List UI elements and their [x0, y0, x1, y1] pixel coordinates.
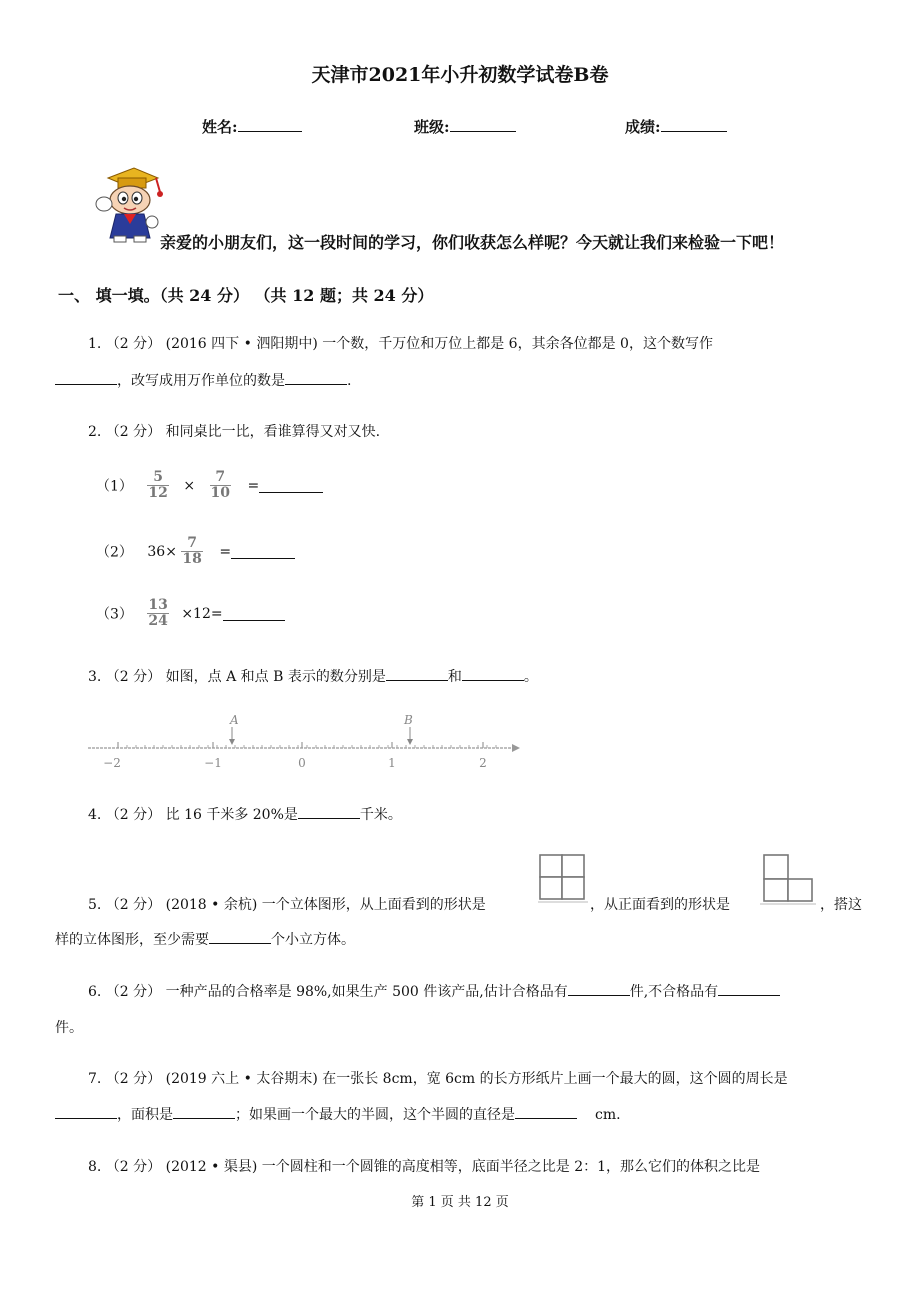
question-7-line2: [55, 1104, 621, 1124]
name-label: 姓名:: [202, 118, 238, 136]
question-2-part-3: [96, 598, 285, 629]
question-3-text: [88, 666, 538, 686]
top-view-cell: [562, 855, 584, 877]
q2p1-blank[interactable]: [259, 478, 323, 493]
front-view-figure: [760, 853, 816, 905]
q7-text-c: ；如果画一个最大的半圆，这个半圆的直径是: [235, 1107, 515, 1123]
q5-text-b: ，从正面看到的形状是: [590, 897, 730, 913]
q2p3-numerator: 13: [148, 597, 168, 613]
q4-text-b: 千米。: [359, 807, 402, 823]
q2p3-suffix: ×12=: [181, 605, 223, 622]
section-heading: 一、 填一填。（共 24 分） （共 12 题；共 24 分）: [58, 286, 434, 305]
q1-blank-2[interactable]: [285, 370, 347, 385]
name-field: [202, 116, 302, 137]
question-2-text: 2. （2 分） 和同桌比一比，看谁算得又对又快.: [88, 424, 381, 440]
q5-text-b-wrap: [590, 894, 730, 914]
score-blank[interactable]: [661, 117, 727, 132]
q5-line2-b: 个小立方体。: [271, 932, 355, 948]
point-a-label: A: [230, 713, 239, 727]
q2p1-a-denominator: 12: [148, 485, 168, 501]
q5-blank[interactable]: [209, 929, 271, 944]
q3-blank-2[interactable]: [462, 666, 524, 681]
question-2-part-1: [96, 470, 323, 501]
score-field: [625, 116, 727, 137]
q6-text-a: 6. （2 分） 一种产品的合格率是 98%,如果生产 500 件该产品,估计合格品有: [88, 984, 568, 1000]
q2p1-b-denominator: 10: [210, 485, 230, 501]
q1-text-c: .: [347, 373, 352, 389]
page-title: 天津市2021年小升初数学试卷B卷: [311, 64, 609, 86]
score-label: 成绩:: [625, 118, 661, 136]
q6-blank-2[interactable]: [718, 981, 780, 996]
q2p2-numerator: 7: [187, 535, 197, 551]
q2p2-blank[interactable]: [231, 544, 295, 559]
q2p2-equals: =: [219, 543, 232, 560]
greeting-text: 亲爱的小朋友们，这一段时间的学习，你们收获怎么样呢？今天就让我们来检验一下吧！: [160, 233, 785, 252]
q2p1-label: （1）: [96, 478, 133, 495]
question-7-line1: 7. （2 分） (2019 六上 • 太谷期末) 在一张长 8cm，宽 6cm 的长方形纸片上画一个最大的圆，这个圆的周长是: [88, 1071, 788, 1087]
question-2-part-2: [96, 536, 295, 567]
q2p1-fraction-b: [210, 470, 231, 501]
q5-text-a: 5. （2 分） (2018 • 余杭) 一个立体图形，从上面看到的形状是: [88, 897, 486, 913]
q2p1-equals: =: [247, 477, 260, 494]
top-view-cell: [540, 877, 562, 899]
class-blank[interactable]: [450, 117, 516, 132]
q7-text-d: cm.: [595, 1107, 621, 1123]
q3-text-a: 3. （2 分） 如图，点 A 和点 B 表示的数分别是: [88, 669, 386, 685]
top-view-cell: [540, 855, 562, 877]
q2p3-denominator: 24: [148, 613, 168, 629]
question-6-line1: [88, 981, 780, 1001]
question-5-line2: [55, 929, 355, 949]
q4-blank[interactable]: [298, 804, 360, 819]
top-view-cell: [562, 877, 584, 899]
class-field: [414, 116, 516, 137]
class-label: 班级:: [414, 118, 450, 136]
question-5-line1: [88, 894, 486, 914]
q5-text-c-wrap: [820, 894, 862, 914]
number-line: [86, 708, 526, 774]
top-view-figure: [538, 853, 588, 905]
q7-text-b: ，面积是: [117, 1107, 173, 1123]
q3-blank-1[interactable]: [386, 666, 448, 681]
front-view-cell: [764, 879, 788, 901]
tick-label-minus-1: −1: [204, 756, 222, 770]
q7-blank-3[interactable]: [515, 1104, 577, 1119]
q6-text-b: 件,不合格品有: [629, 984, 719, 1000]
q2p1-b-numerator: 7: [215, 469, 226, 485]
q4-text-a: 4. （2 分） 比 16 千米多 20%是: [88, 807, 298, 823]
q6-blank-1[interactable]: [568, 981, 630, 996]
q3-text-c: 。: [523, 669, 538, 685]
point-b-label: B: [404, 713, 413, 727]
point-a-arrowhead: [229, 739, 235, 745]
q2p1-a-numerator: 5: [153, 469, 163, 485]
question-1-line2: [55, 370, 351, 390]
question-8-line1: 8. （2 分） (2012 • 渠县) 一个圆柱和一个圆锥的高度相等，底面半径之比是 2：1，那么它们的体积之比是: [88, 1159, 761, 1175]
mascot-icon: [90, 166, 170, 244]
q1-text-b: ，改写成用万作单位的数是: [117, 373, 285, 389]
q5-line2-a: 样的立体图形，至少需要: [55, 932, 209, 948]
question-1-line1: 1. （2 分） (2016 四下 • 泗阳期中) 一个数，千万位和万位上都是 6，其余各位都是 0，这个数写作: [88, 336, 713, 352]
q2p1-fraction-a: [147, 470, 168, 501]
q2p3-blank[interactable]: [223, 606, 285, 621]
q2p2-denominator: 18: [182, 551, 202, 567]
point-b-arrowhead: [407, 739, 413, 745]
q7-blank-1[interactable]: [55, 1104, 117, 1119]
major-ticks: [118, 742, 483, 748]
number-line-arrow: [512, 744, 520, 752]
question-4-text: [88, 804, 402, 824]
front-view-cell: [788, 879, 812, 901]
tick-label-1: 1: [388, 756, 396, 770]
tick-label-minus-2: −2: [103, 756, 121, 770]
tick-label-2: 2: [479, 756, 487, 770]
q2p2-prefix: 36×: [147, 543, 177, 560]
q3-text-b: 和: [447, 669, 462, 685]
name-blank[interactable]: [238, 117, 302, 132]
page-footer: 第 1 页 共 12 页: [411, 1195, 509, 1210]
q2p1-operator: ×: [183, 477, 196, 494]
tick-label-0: 0: [298, 756, 306, 770]
q1-blank-1[interactable]: [55, 370, 117, 385]
q5-text-c: ，搭这: [820, 897, 862, 913]
question-6-line2: 件。: [55, 1020, 83, 1036]
q2p3-fraction: [147, 598, 168, 629]
front-view-cell: [764, 855, 788, 879]
q2p2-label: （2）: [96, 544, 133, 561]
q2p2-fraction: [181, 536, 202, 567]
q2p3-label: （3）: [96, 606, 133, 623]
q7-blank-2[interactable]: [173, 1104, 235, 1119]
